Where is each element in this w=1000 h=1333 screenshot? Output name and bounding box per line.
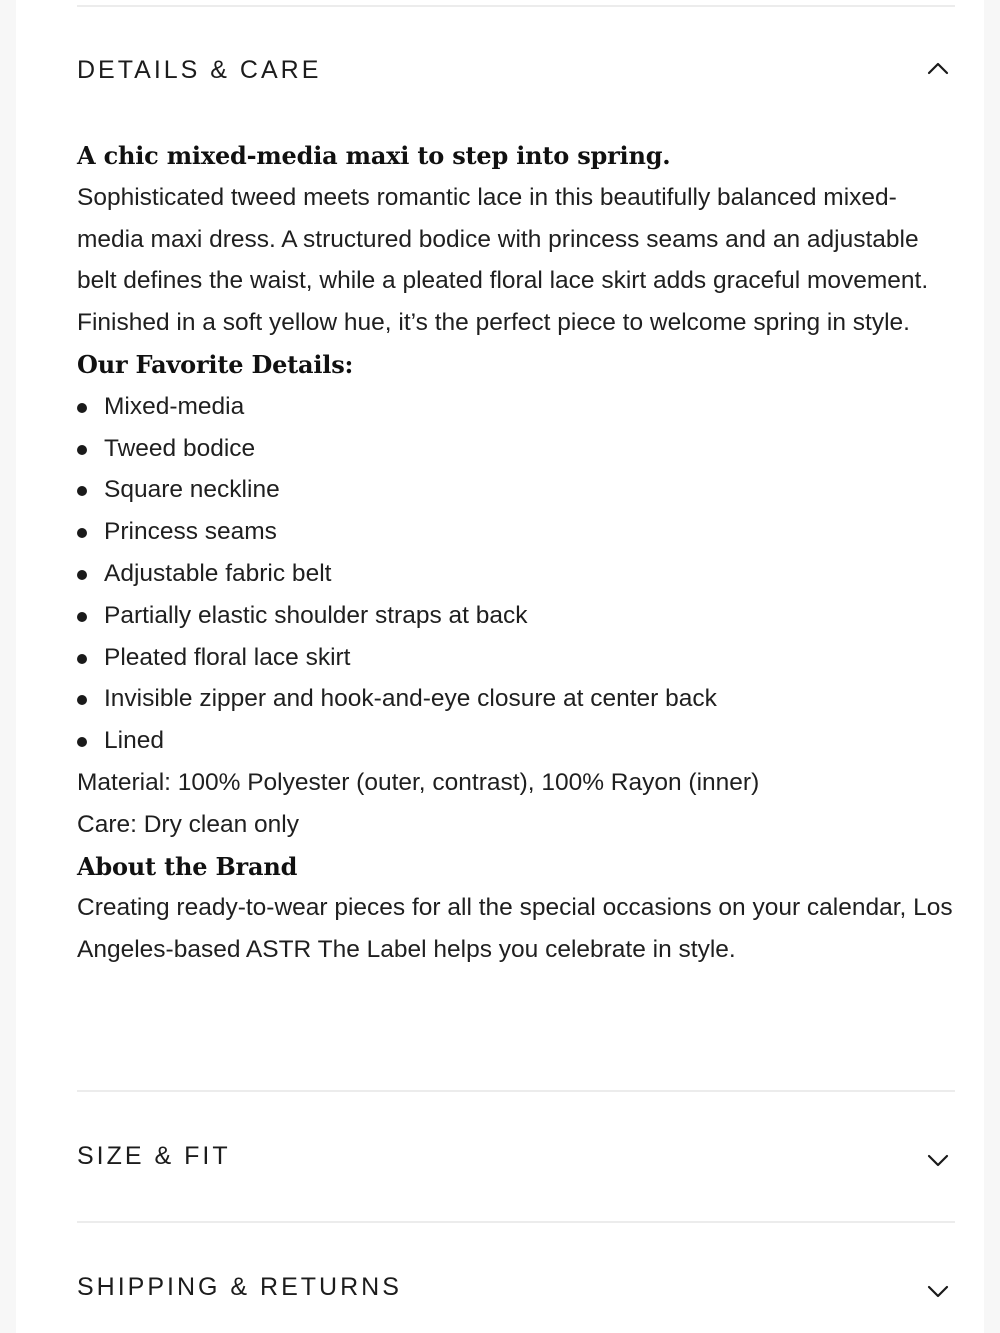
brand-text: Creating ready-to-wear pieces for all the special occasions on your calendar, Los Angeles-based ASTR The Label helps you celebrate in style. bbox=[77, 894, 953, 964]
product-description: Sophisticated tweed meets romantic lace in this beautifully balanced mixed-media maxi dress. A structured bodice with princess seams and an adjustable belt defines the waist, while a pleated floral lace skirt adds graceful movement. Finished in a soft yellow hue, it’s the perfect piece to welcome spring in style. bbox=[77, 183, 929, 337]
accordion-title-size-fit: SIZE & FIT bbox=[77, 1142, 231, 1170]
accordion-header-details-care[interactable] bbox=[77, 40, 955, 100]
divider-shipping-returns bbox=[77, 1221, 955, 1223]
brand-heading: About the Brand bbox=[77, 851, 298, 881]
divider-top bbox=[77, 5, 955, 7]
list-item: Square neckline bbox=[77, 469, 955, 511]
product-headline: A chic mixed-media maxi to step into spring. bbox=[77, 141, 671, 170]
chevron-down-icon[interactable] bbox=[927, 1281, 949, 1303]
list-item: Adjustable fabric belt bbox=[77, 553, 955, 595]
list-item: Tweed bodice bbox=[77, 428, 955, 470]
material-info: Material: 100% Polyester (outer, contrast), 100% Rayon (inner) bbox=[77, 768, 760, 796]
chevron-down-icon[interactable] bbox=[927, 1150, 949, 1172]
list-item: Partially elastic shoulder straps at back bbox=[77, 595, 955, 637]
list-item: Pleated floral lace skirt bbox=[77, 637, 955, 679]
accordion-header-shipping-returns[interactable] bbox=[77, 1257, 955, 1317]
chevron-up-icon[interactable] bbox=[927, 57, 949, 79]
list-item: Lined bbox=[77, 720, 955, 762]
accordion-title-shipping-returns: SHIPPING & RETURNS bbox=[77, 1273, 402, 1301]
favorites-list bbox=[77, 386, 955, 762]
list-item: Invisible zipper and hook-and-eye closure at center back bbox=[77, 678, 955, 720]
accordion-header-size-fit[interactable] bbox=[77, 1126, 955, 1186]
list-item: Mixed-media bbox=[77, 386, 955, 428]
care-info: Care: Dry clean only bbox=[77, 810, 299, 838]
list-item: Princess seams bbox=[77, 511, 955, 553]
accordion-title-details-care: DETAILS & CARE bbox=[77, 56, 322, 84]
favorites-heading: Our Favorite Details: bbox=[77, 349, 354, 379]
details-care-content bbox=[77, 135, 955, 971]
divider-size-fit bbox=[77, 1090, 955, 1092]
